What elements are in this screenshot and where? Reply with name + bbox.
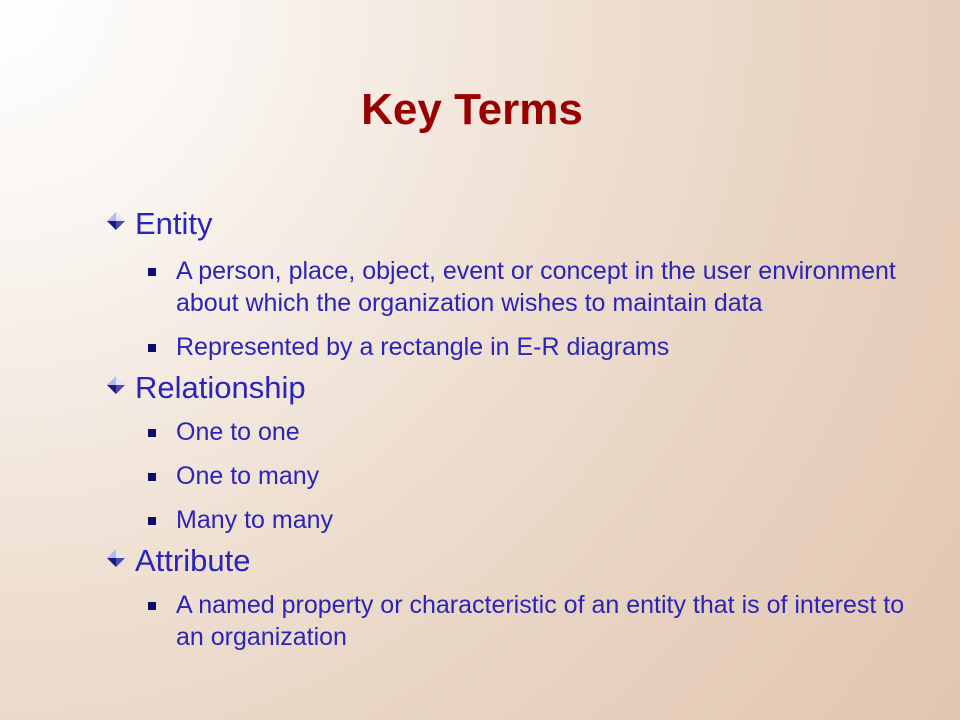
diamond-bullet-icon <box>106 375 126 395</box>
square-bullet-icon <box>148 473 156 481</box>
term-relationship <box>106 368 906 408</box>
sub-point <box>106 460 906 492</box>
sub-point-text: One to one <box>176 418 300 446</box>
term-label: Entity <box>135 206 213 241</box>
sub-point-text: A person, place, object, event or concept in the user environment about which the organization wishes to maintain data <box>176 257 896 317</box>
term-label: Relationship <box>135 370 306 405</box>
sub-point <box>106 416 906 448</box>
bullet-list <box>106 204 906 653</box>
sub-point-text: A named property or characteristic of an entity that is of interest to an organization <box>176 591 905 651</box>
term-entity <box>106 204 906 244</box>
square-bullet-icon <box>148 602 156 610</box>
diamond-bullet-icon <box>106 211 126 231</box>
diamond-bullet-icon <box>106 548 126 568</box>
sub-point <box>106 255 906 319</box>
square-bullet-icon <box>148 268 156 276</box>
sub-point <box>106 504 906 536</box>
sub-point-text: Many to many <box>176 506 334 534</box>
sub-point-text: One to many <box>176 462 320 490</box>
square-bullet-icon <box>148 517 156 525</box>
sub-point <box>106 589 906 653</box>
square-bullet-icon <box>148 344 156 352</box>
square-bullet-icon <box>148 429 156 437</box>
slide-title: Key Terms <box>361 85 583 134</box>
sub-point <box>106 331 906 363</box>
term-label: Attribute <box>135 543 251 578</box>
sub-point-text: Represented by a rectangle in E-R diagrams <box>176 333 670 361</box>
term-attribute <box>106 541 906 581</box>
